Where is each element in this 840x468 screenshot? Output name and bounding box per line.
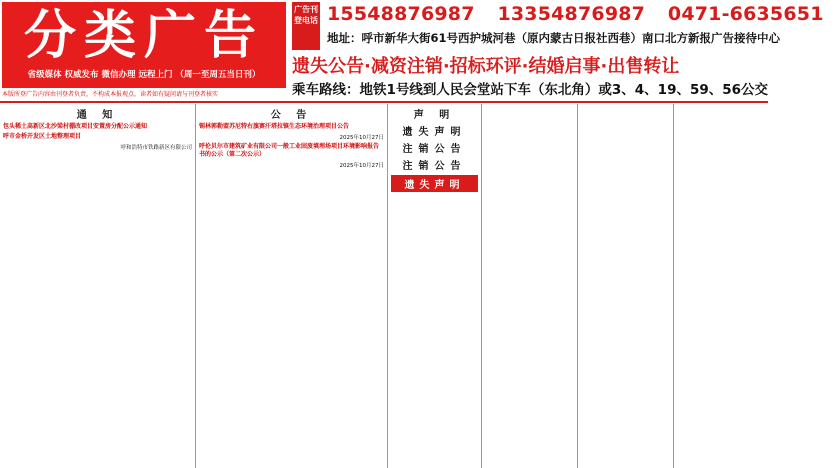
disclaimer-note: 本版所登广告内容由刊登者负责，不构成本报观点，读者如有疑问请与刊登者核实 xyxy=(2,91,219,98)
column-classifieds-1 xyxy=(482,104,578,468)
phone-3: 0471-6635651 xyxy=(667,3,824,25)
logo-title: 分类广告 xyxy=(23,6,264,66)
column-heading: 声 明 xyxy=(413,110,456,121)
column-heading: 注销公告 xyxy=(402,161,467,172)
column-announcements xyxy=(196,104,388,468)
notice-signature: 呼和浩特市铁路新区有限公司 xyxy=(120,145,192,151)
notice-title: 呼市金桥开发区土地整理项目 xyxy=(3,133,82,140)
header-divider xyxy=(0,101,768,103)
logo-block xyxy=(2,2,286,88)
logo-subtitle: 省级媒体 权威发布 微信办理 远程上门 （周一至周五当日刊） xyxy=(27,70,261,80)
column-heading: 注销公告 xyxy=(402,144,467,155)
address-line: 地址：呼市新华大街61号西护城河巷（原内蒙古日报社西巷）南口北方新报广告接待中心 xyxy=(327,31,780,45)
lost-statement-banner: 遗失声明 xyxy=(391,175,478,192)
column-classifieds-3 xyxy=(674,104,768,468)
announcement-title: 呼伦贝尔市建筑矿业有限公司一般工业固废填埋场项目环境影响报告书的公示（第二次公示） xyxy=(199,143,380,158)
announcement-date: 2025年10月27日 xyxy=(339,135,384,141)
column-heading: 遗失声明 xyxy=(402,127,467,138)
services-line: 遗失公告·减资注销·招标环评·结婚启事·出售转让 xyxy=(292,56,680,77)
phone-numbers xyxy=(327,3,840,25)
column-classifieds-2 xyxy=(578,104,674,468)
column-heading: 公 告 xyxy=(270,110,313,121)
ad-columns xyxy=(0,104,768,468)
route-line: 乘车路线：地铁1号线到人民会堂站下车（东北角）或3、4、19、59、56公交 xyxy=(292,82,769,98)
phone-2: 13354876987 xyxy=(497,3,646,25)
notice-title: 包头稀土高新区北沙梁村棚改项目安置房分配公示通知 xyxy=(3,123,148,130)
hotline-tag: 广告刊登电话 xyxy=(292,2,320,50)
column-statements xyxy=(388,104,482,468)
announcement-title: 锡林郭勒盟苏尼特右旗赛汗塔拉镇生态环境治理项目公告 xyxy=(199,123,350,130)
phone-1: 15548876987 xyxy=(327,3,475,25)
page-header xyxy=(0,0,824,103)
column-notices xyxy=(0,104,196,468)
announcement-date: 2025年10月27日 xyxy=(339,163,384,169)
column-heading: 通 知 xyxy=(76,110,119,121)
